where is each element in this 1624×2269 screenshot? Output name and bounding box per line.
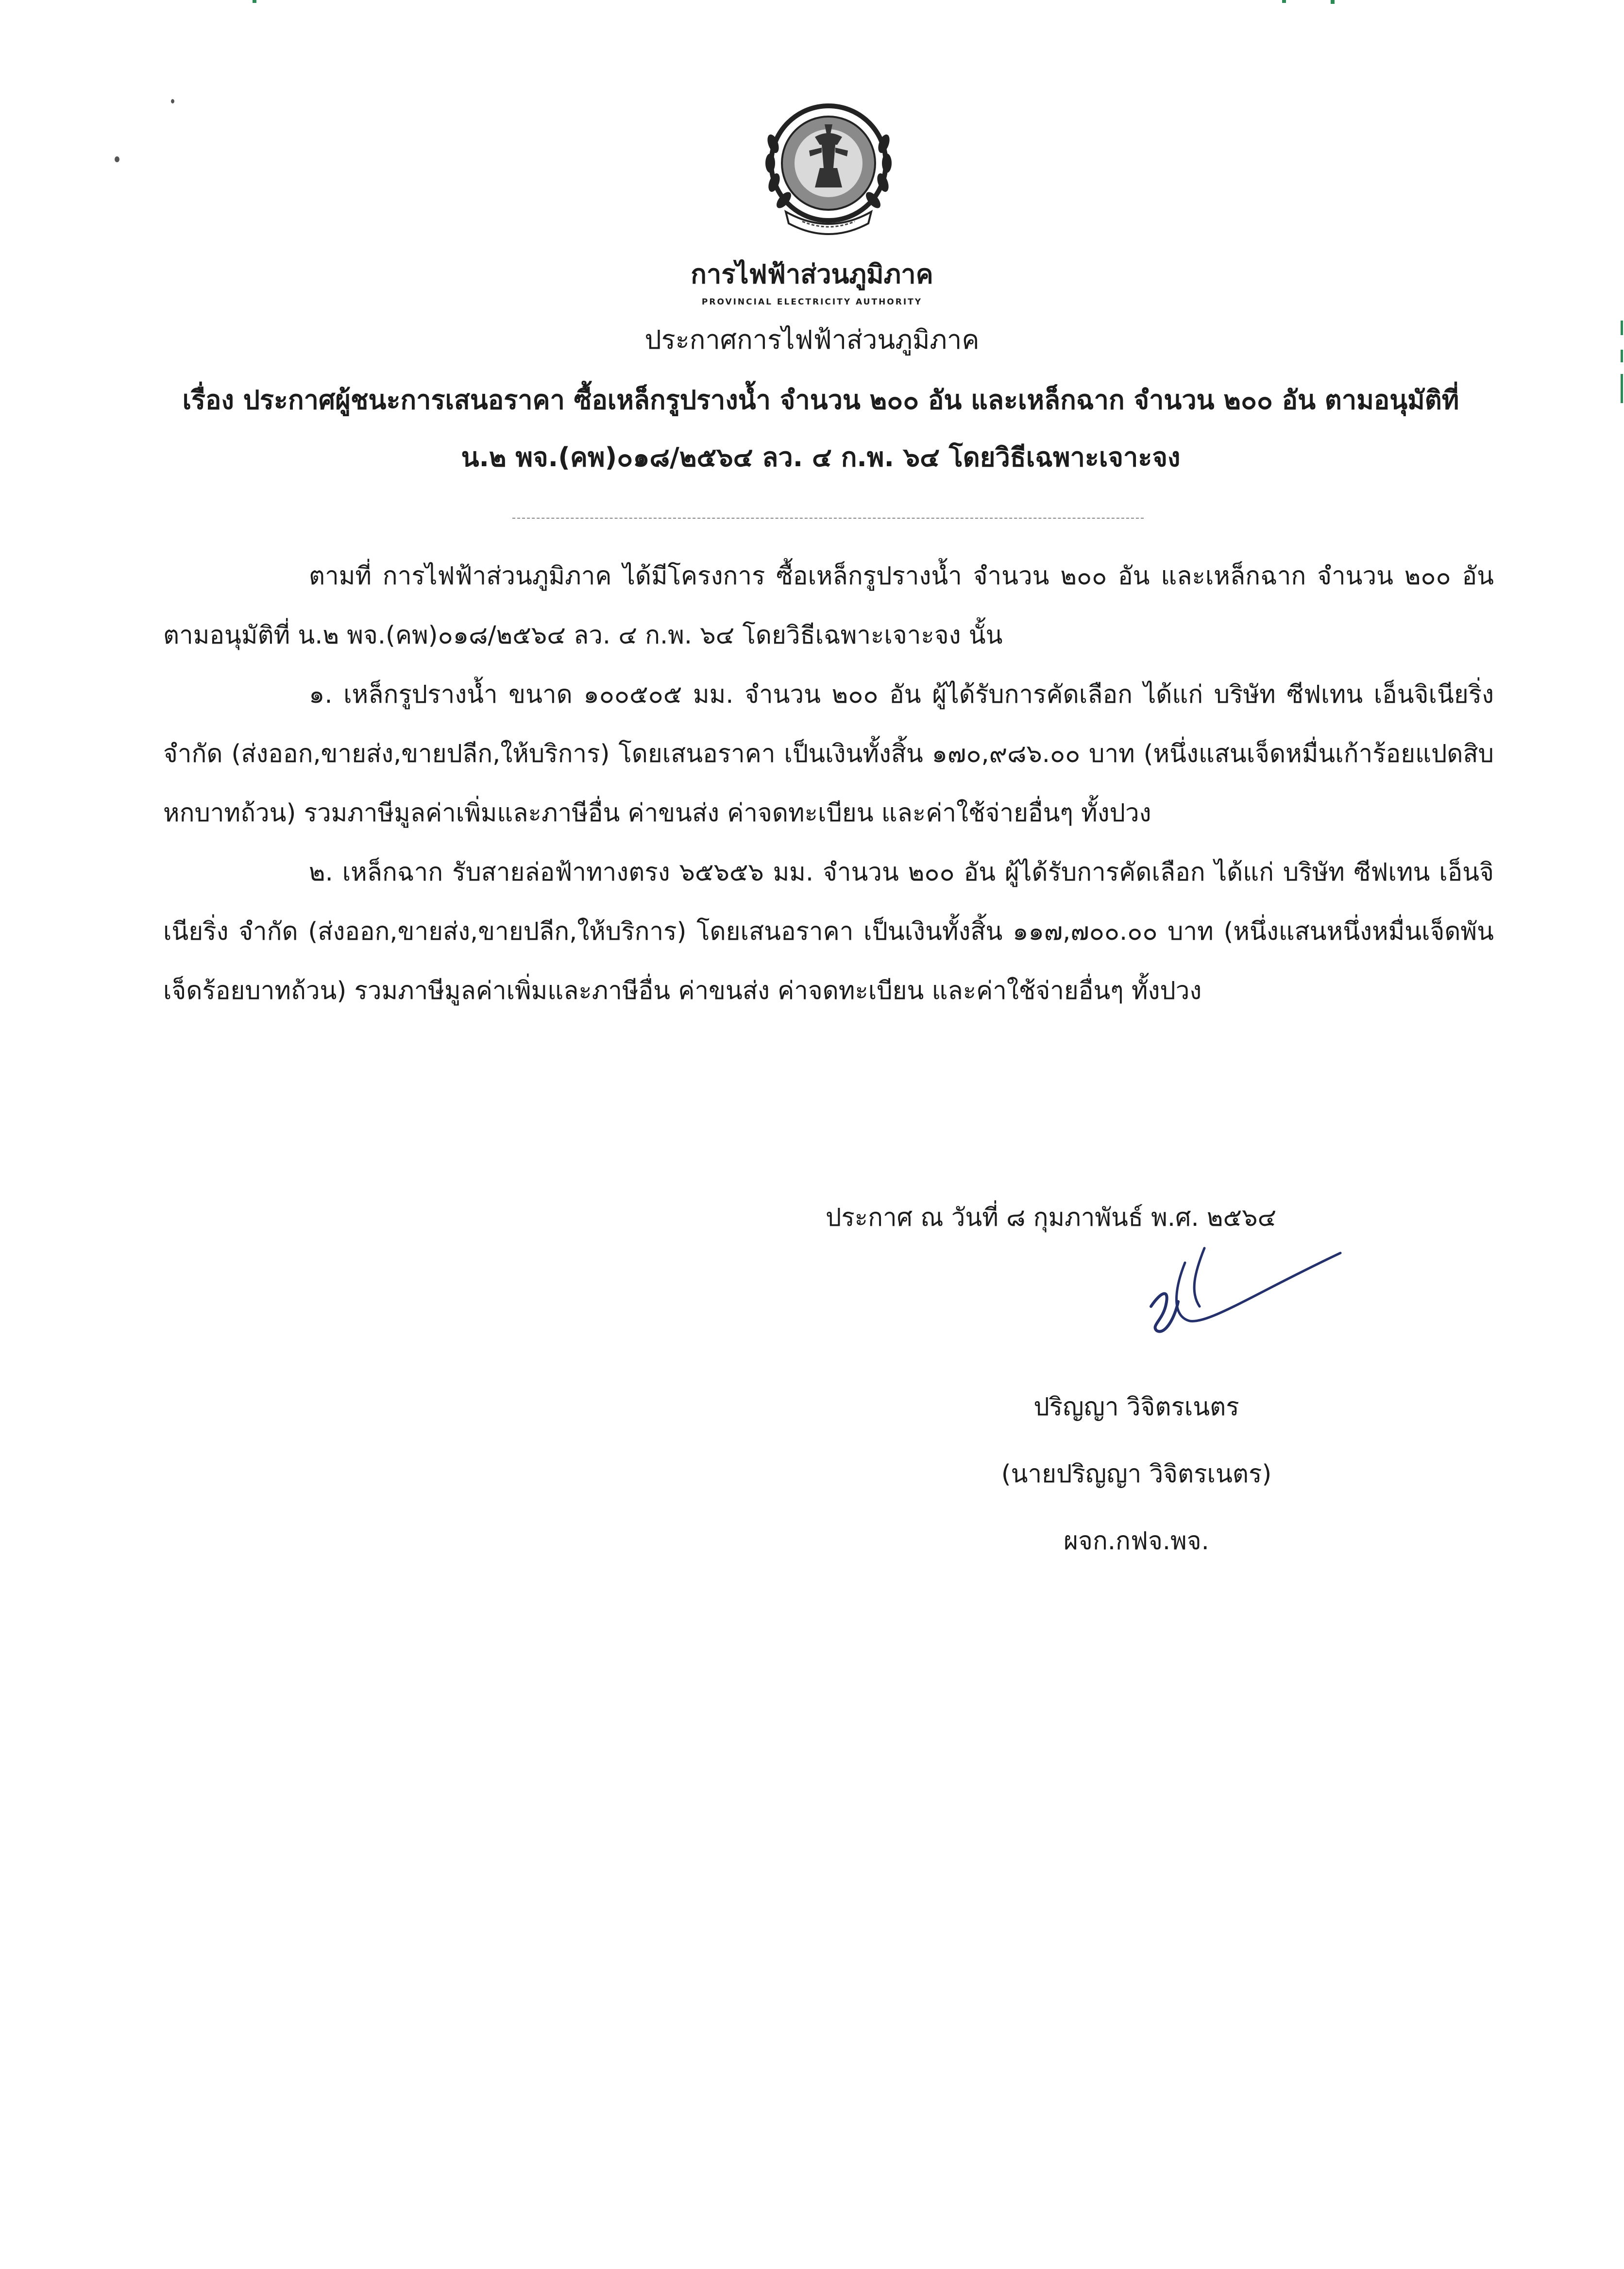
handwritten-signature bbox=[1132, 1234, 1345, 1350]
signer-position: ผจก.กฟจ.พจ. bbox=[1064, 1527, 1209, 1556]
announcement-subject: เรื่อง ประกาศผู้ชนะการเสนอราคา ซื้อเหล็กรูปรางน้ำ จำนวน ๒๐๐ อัน และเหล็กฉาก จำนวน ๒๐๐ อัน ตามอนุมัติที่ น.๒ พจ.(คพ)๐๑๘/๒๕๖๔ ลว. ๔ ก.พ. ๖๔ โดยวิธีเฉพาะเจาะจง bbox=[182, 385, 1459, 473]
announcement-body bbox=[163, 547, 1494, 1021]
scan-edge-mark bbox=[253, 0, 256, 3]
scan-speck bbox=[115, 156, 119, 162]
organization-name-thai: การไฟฟ้าส่วนภูมิภาค bbox=[691, 259, 933, 289]
signer-name: ปริญญา วิจิตรเนตร bbox=[1033, 1393, 1239, 1422]
scan-edge-mark bbox=[1621, 374, 1623, 403]
item-2-paragraph: ๒. เหล็กฉาก รับสายล่อฟ้าทางตรง ๖๕๖๕๖ มม. จำนวน ๒๐๐ อัน ผู้ได้รับการคัดเลือก ได้แก่ บริษัท ซีฟเทน เอ็นจิเนียริ่ง จำกัด (ส่งออก,ขายส่ง,ขายปลีก,ให้บริการ) โดยเสนอราคา เป็นเงินทั้งสิ้น ๑๑๗,๗๐๐.๐๐ บาท (หนึ่งแสนหนึ่งหมื่นเจ็ดพันเจ็ดร้อยบาทถ้วน) รวมภาษีมูลค่าเพิ่มและภาษีอื่น ค่าขนส่ง ค่าจดทะเบียน และค่าใช้จ่ายอื่นๆ ทั้งปวง bbox=[163, 858, 1494, 1005]
scan-edge-mark bbox=[1331, 0, 1335, 4]
intro-paragraph: ตามที่ การไฟฟ้าส่วนภูมิภาค ได้มีโครงการ ซื้อเหล็กรูปรางน้ำ จำนวน ๒๐๐ อัน และเหล็กฉาก จำนวน ๒๐๐ อัน ตามอนุมัติที่ น.๒ พจ.(คพ)๐๑๘/๒๕๖๔ ลว. ๔ ก.พ. ๖๔ โดยวิธีเฉพาะเจาะจง นั้น bbox=[163, 562, 1494, 650]
announcement-title: ประกาศการไฟฟ้าส่วนภูมิภาค bbox=[644, 324, 980, 355]
dashed-divider bbox=[512, 518, 1144, 519]
scan-edge-mark bbox=[1282, 0, 1286, 3]
pea-seal-logo bbox=[752, 90, 905, 244]
announcement-date: ประกาศ ณ วันที่ ๘ กุมภาพันธ์ พ.ศ. ๒๕๖๔ bbox=[826, 1203, 1277, 1232]
organization-name-english: PROVINCIAL ELECTRICITY AUTHORITY bbox=[701, 297, 923, 307]
item-1-paragraph: ๑. เหล็กรูปรางน้ำ ขนาด ๑๐๐๕๐๕ มม. จำนวน ๒๐๐ อัน ผู้ได้รับการคัดเลือก ได้แก่ บริษัท ซีฟเทน เอ็นจิเนียริ่ง จำกัด (ส่งออก,ขายส่ง,ขายปลีก,ให้บริการ) โดยเสนอราคา เป็นเงินทั้งสิ้น ๑๗๐,๙๘๖.๐๐ บาท (หนึ่งแสนเจ็ดหมื่นเก้าร้อยแปดสิบหกบาทถ้วน) รวมภาษีมูลค่าเพิ่มและภาษีอื่น ค่าขนส่ง ค่าจดทะเบียน และค่าใช้จ่ายอื่นๆ ทั้งปวง bbox=[163, 680, 1494, 828]
signer-full-name: (นายปริญญา วิจิตรเนตร) bbox=[1001, 1460, 1272, 1489]
scan-speck bbox=[171, 99, 174, 103]
